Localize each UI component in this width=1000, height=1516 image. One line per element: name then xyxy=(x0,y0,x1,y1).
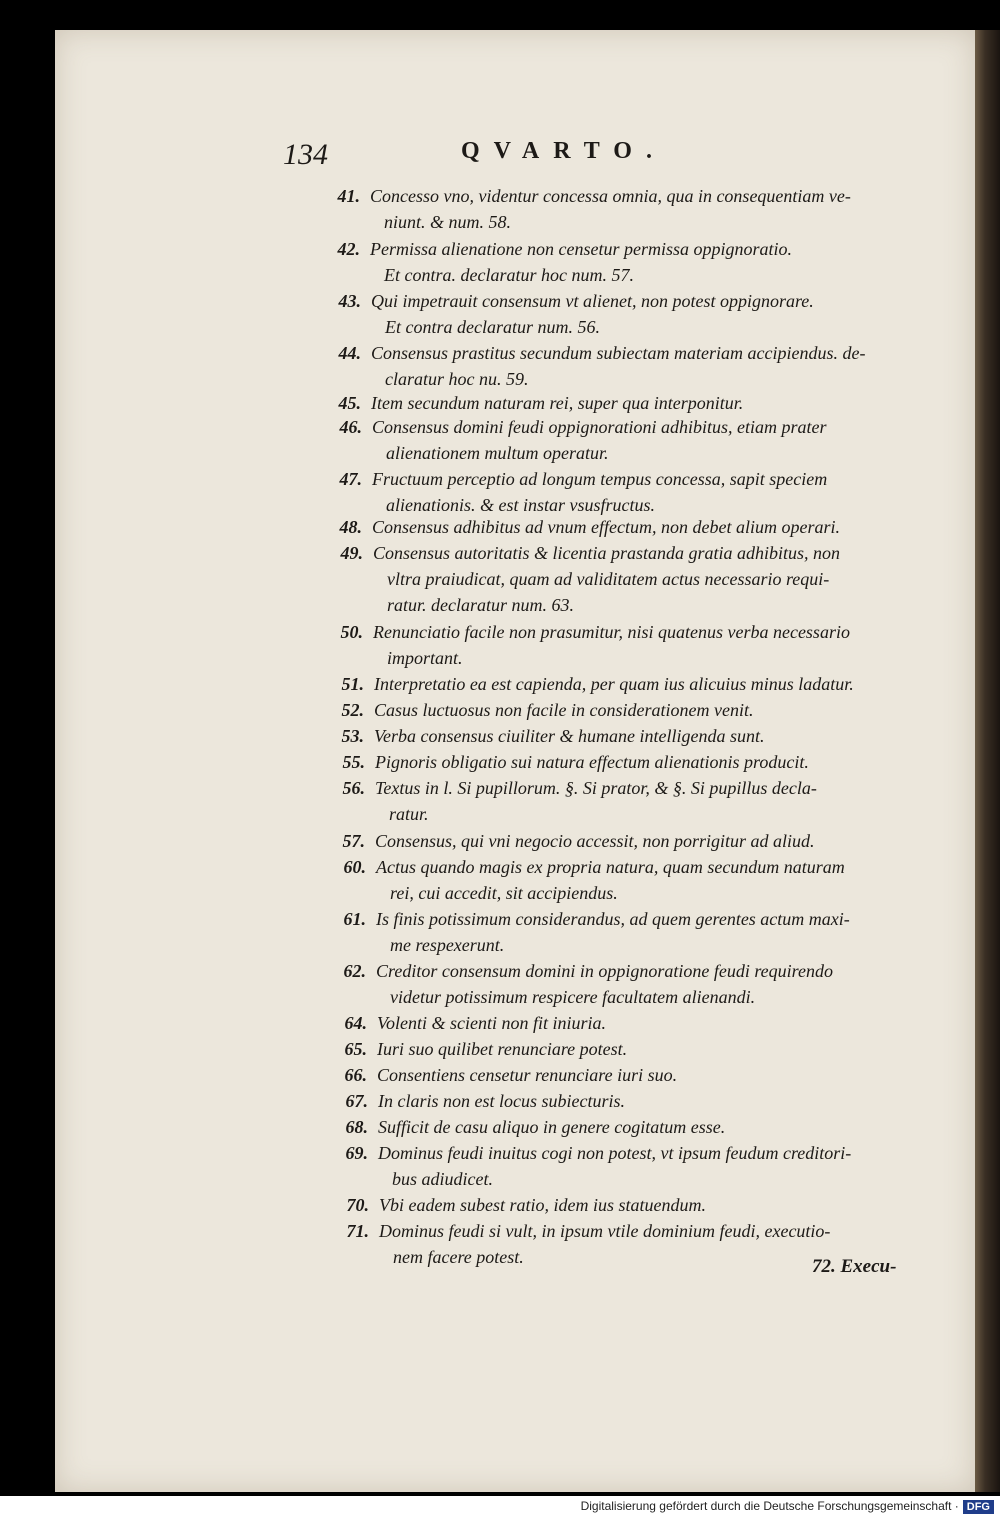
entry-line: Iuri suo quilibet renunciare potest. xyxy=(377,1039,628,1059)
footer-bar xyxy=(0,1496,1000,1516)
entry-line: important. xyxy=(387,648,463,668)
entry-line: Renunciatio facile non prasumitur, nisi quatenus verba necessario xyxy=(373,622,850,642)
entry-text xyxy=(372,414,932,466)
entry-line: Et contra. declaratur hoc num. 57. xyxy=(384,265,634,285)
entry-line: Textus in l. Si pupillorum. §. Si prator, & §. Si pupillus decla- xyxy=(375,778,817,798)
entry-number: 45. xyxy=(338,393,361,413)
entry-text xyxy=(376,906,936,958)
entry-line: Sufficit de casu aliquo in genere cogitatum esse. xyxy=(378,1117,726,1137)
entry-text xyxy=(375,828,935,854)
entry-text xyxy=(371,390,931,416)
entry-text xyxy=(378,1140,938,1192)
entry-number: 57. xyxy=(342,831,365,851)
entry-text xyxy=(374,671,934,697)
entry-line: niunt. & num. 58. xyxy=(384,212,512,232)
entry-line: Consentiens censetur renunciare iuri suo. xyxy=(377,1065,678,1085)
entry-number: 65. xyxy=(344,1039,367,1059)
entry-text xyxy=(371,340,931,392)
entry-text xyxy=(377,1062,937,1088)
catchword: 72. Execu- xyxy=(812,1256,897,1277)
entry-line: Vbi eadem subest ratio, idem ius statuendum. xyxy=(379,1195,706,1215)
entry-number: 41. xyxy=(337,186,360,206)
entry-number: 44. xyxy=(338,343,361,363)
entry-line: Pignoris obligatio sui natura effectum alienationis producit. xyxy=(375,752,809,772)
entry-line: alienationis. & est instar vsusfructus. xyxy=(386,495,656,515)
entry-number: 52. xyxy=(341,700,364,720)
entry-number: 48. xyxy=(339,517,362,537)
entry-line: me respexerunt. xyxy=(390,935,505,955)
entry-text xyxy=(375,749,935,775)
running-head: QVARTO. xyxy=(461,138,666,164)
entry-number: 60. xyxy=(343,857,366,877)
entry-line: nem facere potest. xyxy=(393,1247,524,1267)
entry-number: 71. xyxy=(346,1221,369,1241)
entry-line: videtur potissimum respicere facultatem alienandi. xyxy=(390,987,756,1007)
entry-line: Volenti & scienti non fit iniuria. xyxy=(377,1013,606,1033)
entry-number: 49. xyxy=(340,543,363,563)
entry-text xyxy=(370,236,930,288)
entry-line: ratur. xyxy=(389,804,429,824)
entry-number: 62. xyxy=(343,961,366,981)
entry-number: 61. xyxy=(343,909,366,929)
entry-text xyxy=(371,288,931,340)
entry-number: 64. xyxy=(344,1013,367,1033)
entry-number: 69. xyxy=(345,1143,368,1163)
entry-line: Consensus autoritatis & licentia prastanda gratia adhibitus, non xyxy=(373,543,841,563)
entry-line: alienationem multum operatur. xyxy=(386,443,609,463)
entry-text xyxy=(376,958,936,1010)
book-spine xyxy=(975,30,1000,1492)
entry-line: Item secundum naturam rei, super qua interponitur. xyxy=(371,393,744,413)
entry-number: 53. xyxy=(341,726,364,746)
entry-number: 47. xyxy=(339,469,362,489)
page-header xyxy=(283,138,803,174)
entry-text xyxy=(379,1192,939,1218)
entry-line: Dominus feudi si vult, in ipsum vtile dominium feudi, executio- xyxy=(379,1221,831,1241)
entry-text xyxy=(374,697,934,723)
entry-line: Concesso vno, videntur concessa omnia, qua in consequentiam ve- xyxy=(370,186,851,206)
entry-text xyxy=(375,775,935,827)
entry-line: Permissa alienatione non censetur permissa oppignoratio. xyxy=(370,239,792,259)
entry-text xyxy=(373,540,933,618)
entry-line: Fructuum perceptio ad longum tempus concessa, sapit speciem xyxy=(372,469,828,489)
entry-number: 70. xyxy=(346,1195,369,1215)
entry-line: vltra praiudicat, quam ad validitatem actus necessario requi- xyxy=(387,569,830,589)
entry-line: Qui impetrauit consensum vt alienet, non potest oppignorare. xyxy=(371,291,814,311)
entry-number: 68. xyxy=(345,1117,368,1137)
entry-text xyxy=(374,723,934,749)
entry-text xyxy=(378,1088,938,1114)
entry-number: 50. xyxy=(340,622,363,642)
entry-text xyxy=(370,183,930,235)
entry-line: Consensus domini feudi oppignorationi adhibitus, etiam prater xyxy=(372,417,827,437)
entry-line: Consensus adhibitus ad vnum effectum, non debet alium operari. xyxy=(372,517,840,537)
entry-line: Creditor consensum domini in oppignoratione feudi requirendo xyxy=(376,961,833,981)
entry-line: Is finis potissimum considerandus, ad quem gerentes actum maxi- xyxy=(376,909,850,929)
entry-number: 56. xyxy=(342,778,365,798)
entry-number: 55. xyxy=(342,752,365,772)
entry-line: claratur hoc nu. 59. xyxy=(385,369,529,389)
entry-line: ratur. declaratur num. 63. xyxy=(387,595,575,615)
entry-text xyxy=(377,1036,937,1062)
entry-line: Actus quando magis ex propria natura, quam secundum naturam xyxy=(376,857,845,877)
entry-text xyxy=(373,619,933,671)
page-number: 134 xyxy=(283,138,328,171)
entry-text xyxy=(372,466,932,518)
entry-line: Et contra declaratur num. 56. xyxy=(385,317,600,337)
entry-number: 66. xyxy=(344,1065,367,1085)
entry-line: Casus luctuosus non facile in considerationem venit. xyxy=(374,700,754,720)
entry-line: Interpretatio ea est capienda, per quam ius alicuius minus ladatur. xyxy=(374,674,854,694)
entry-text xyxy=(372,514,932,540)
entry-line: Consensus, qui vni negocio accessit, non porrigitur ad aliud. xyxy=(375,831,815,851)
entry-line: Dominus feudi inuitus cogi non potest, vt ipsum feudum creditori- xyxy=(378,1143,852,1163)
entry-text xyxy=(377,1010,937,1036)
entry-number: 46. xyxy=(339,417,362,437)
entry-text xyxy=(378,1114,938,1140)
entry-number: 51. xyxy=(341,674,364,694)
entry-line: bus adiudicet. xyxy=(392,1169,493,1189)
footer-credit: Digitalisierung gefördert durch die Deutsche Forschungsgemeinschaft · xyxy=(580,1499,959,1513)
entry-number: 43. xyxy=(338,291,361,311)
entry-line: In claris non est locus subiecturis. xyxy=(378,1091,625,1111)
entry-number: 42. xyxy=(337,239,360,259)
entry-line: rei, cui accedit, sit accipiendus. xyxy=(390,883,618,903)
entry-line: Verba consensus ciuiliter & humane intelligenda sunt. xyxy=(374,726,765,746)
entry-text xyxy=(376,854,936,906)
entry-number: 67. xyxy=(345,1091,368,1111)
entry-line: Consensus prastitus secundum subiectam materiam accipiendus. de- xyxy=(371,343,866,363)
dfg-logo: DFG xyxy=(963,1500,994,1514)
